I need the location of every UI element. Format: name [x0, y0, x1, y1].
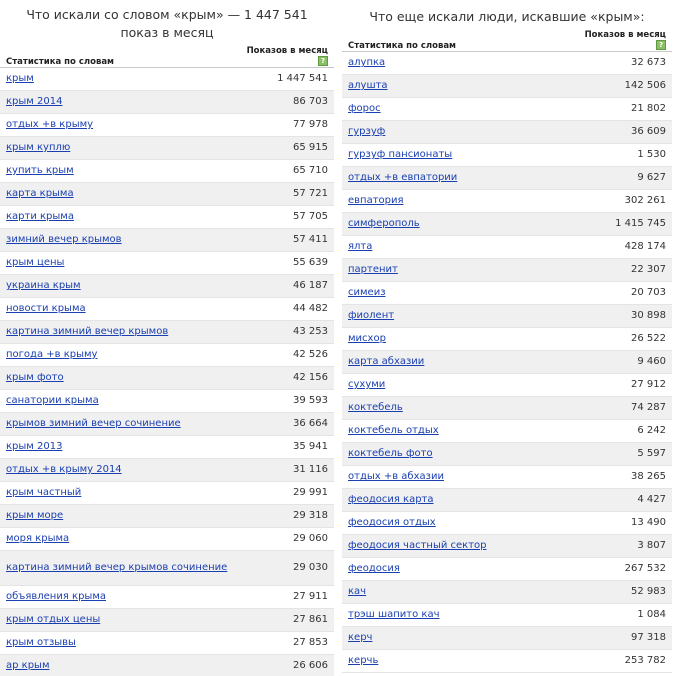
keyword-cell — [342, 189, 573, 212]
impressions-count: 52 983 — [573, 580, 672, 603]
keyword-link[interactable]: санатории крыма — [6, 395, 99, 406]
table-row — [0, 654, 334, 676]
keyword-link[interactable]: моря крыма — [6, 533, 70, 544]
table-row — [0, 228, 334, 251]
keyword-cell — [342, 603, 573, 626]
keyword-cell — [0, 435, 240, 458]
keyword-link[interactable]: ялта — [348, 241, 373, 252]
keyword-link[interactable]: кач — [348, 586, 367, 597]
keyword-cell — [342, 212, 573, 235]
impressions-count: 32 673 — [573, 51, 672, 74]
keyword-link[interactable]: феодосия карта — [348, 494, 434, 505]
keyword-link[interactable]: картина зимний вечер крымов сочинение — [6, 562, 228, 573]
table-row — [0, 205, 334, 228]
keyword-cell — [0, 90, 240, 113]
keyword-link[interactable]: евпатория — [348, 195, 404, 206]
table-row — [0, 435, 334, 458]
impressions-count: 29 060 — [240, 527, 334, 550]
keyword-cell — [342, 511, 573, 534]
table-row — [0, 182, 334, 205]
keyword-cell — [0, 205, 240, 228]
left-stats-table — [0, 46, 334, 676]
keyword-link[interactable]: карта крыма — [6, 188, 74, 199]
impressions-count: 36 609 — [573, 120, 672, 143]
impressions-count: 42 156 — [240, 366, 334, 389]
impressions-count: 77 978 — [240, 113, 334, 136]
keyword-cell — [0, 631, 240, 654]
table-row — [342, 212, 672, 235]
impressions-count: 4 427 — [573, 488, 672, 511]
keyword-cell — [342, 488, 573, 511]
keyword-link[interactable]: картина зимний вечер крымов — [6, 326, 169, 337]
keyword-link[interactable]: крым куплю — [6, 142, 71, 153]
keyword-cell — [0, 481, 240, 504]
keyword-cell — [342, 373, 573, 396]
table-row — [342, 511, 672, 534]
impressions-count: 86 703 — [240, 90, 334, 113]
table-row — [0, 297, 334, 320]
table-row — [0, 504, 334, 527]
keyword-cell — [342, 465, 573, 488]
keyword-cell — [0, 608, 240, 631]
table-row — [342, 143, 672, 166]
keyword-cell — [0, 527, 240, 550]
keyword-link[interactable]: крым цены — [6, 257, 65, 268]
keyword-cell — [342, 143, 573, 166]
keyword-cell — [0, 412, 240, 435]
keyword-cell — [342, 580, 573, 603]
impressions-count: 30 898 — [573, 304, 672, 327]
impressions-count: 29 991 — [240, 481, 334, 504]
keyword-link[interactable]: сухуми — [348, 379, 386, 390]
table-row — [0, 458, 334, 481]
table-row — [0, 585, 334, 608]
impressions-count: 13 490 — [573, 511, 672, 534]
keyword-link[interactable]: коктебель фото — [348, 448, 433, 459]
impressions-count: 26 522 — [573, 327, 672, 350]
keyword-cell — [0, 550, 240, 585]
keyword-link[interactable]: объявления крыма — [6, 591, 106, 602]
keyword-link[interactable]: мисхор — [348, 333, 386, 344]
impressions-count: 27 911 — [240, 585, 334, 608]
right-panel-title: Что еще искали люди, искавшие «крым»: — [369, 9, 645, 24]
impressions-count: 36 664 — [240, 412, 334, 435]
keyword-link[interactable]: керч — [348, 632, 373, 643]
keyword-cell — [0, 389, 240, 412]
table-row — [342, 350, 672, 373]
table-row — [0, 67, 334, 90]
impressions-count: 31 116 — [240, 458, 334, 481]
keyword-cell — [0, 297, 240, 320]
right-table-header — [342, 30, 672, 51]
impressions-count: 22 307 — [573, 258, 672, 281]
impressions-count: 1 447 541 — [240, 67, 334, 90]
impressions-count: 6 242 — [573, 419, 672, 442]
impressions-count: 3 807 — [573, 534, 672, 557]
keyword-link[interactable]: алупка — [348, 57, 386, 68]
table-row — [342, 97, 672, 120]
keyword-link[interactable]: крым отдых цены — [6, 614, 101, 625]
table-row — [342, 327, 672, 350]
impressions-count: 267 532 — [573, 557, 672, 580]
keyword-link[interactable]: крым отзывы — [6, 637, 76, 648]
keyword-link[interactable]: отдых +в евпатории — [348, 172, 458, 183]
impressions-count: 29 318 — [240, 504, 334, 527]
table-row — [0, 631, 334, 654]
impressions-count: 57 705 — [240, 205, 334, 228]
keyword-cell — [0, 251, 240, 274]
keyword-cell — [342, 557, 573, 580]
keyword-link[interactable]: феодосия — [348, 563, 400, 574]
keyword-cell — [0, 228, 240, 251]
impressions-count: 44 482 — [240, 297, 334, 320]
impressions-count: 253 782 — [573, 649, 672, 672]
impressions-count: 1 530 — [573, 143, 672, 166]
left-table-header — [0, 46, 334, 67]
impressions-count: 35 941 — [240, 435, 334, 458]
keyword-link[interactable]: крым — [6, 73, 34, 84]
keyword-cell — [0, 654, 240, 676]
right-stats-table — [342, 30, 672, 673]
table-row — [342, 74, 672, 97]
table-row — [342, 465, 672, 488]
table-row — [342, 304, 672, 327]
keyword-cell — [0, 136, 240, 159]
keyword-cell — [0, 366, 240, 389]
keyword-link[interactable]: фиолент — [348, 310, 395, 321]
table-row — [342, 373, 672, 396]
table-row — [342, 120, 672, 143]
right-col-keyword-header: Статистика по словам — [342, 30, 573, 51]
impressions-count: 9 627 — [573, 166, 672, 189]
impressions-count: 1 415 745 — [573, 212, 672, 235]
table-row — [342, 51, 672, 74]
keyword-link[interactable]: новости крыма — [6, 303, 86, 314]
table-row — [0, 90, 334, 113]
impressions-count: 27 912 — [573, 373, 672, 396]
impressions-count: 26 606 — [240, 654, 334, 676]
table-row — [0, 274, 334, 297]
table-row — [342, 580, 672, 603]
keyword-cell — [0, 159, 240, 182]
keyword-cell — [0, 113, 240, 136]
keyword-link[interactable]: карти крыма — [6, 211, 74, 222]
left-stats-panel — [0, 0, 334, 676]
keyword-link[interactable]: погода +в крыму — [6, 349, 98, 360]
table-row — [0, 136, 334, 159]
impressions-count: 38 265 — [573, 465, 672, 488]
keyword-link[interactable]: отдых +в абхазии — [348, 471, 444, 482]
table-row — [0, 251, 334, 274]
keyword-link[interactable]: партенит — [348, 264, 398, 275]
impressions-count: 142 506 — [573, 74, 672, 97]
keyword-cell — [342, 304, 573, 327]
keyword-link[interactable]: украина крым — [6, 280, 81, 291]
keyword-cell — [342, 166, 573, 189]
keyword-link[interactable]: карта абхазии — [348, 356, 425, 367]
keyword-cell — [342, 626, 573, 649]
table-row — [342, 235, 672, 258]
keyword-link[interactable]: отдых +в крыму — [6, 119, 94, 130]
keyword-cell — [342, 396, 573, 419]
impressions-count: 65 710 — [240, 159, 334, 182]
impressions-count: 21 802 — [573, 97, 672, 120]
table-row — [342, 442, 672, 465]
keyword-link[interactable]: крым 2013 — [6, 441, 63, 452]
keyword-link[interactable]: коктебель отдых — [348, 425, 439, 436]
table-row — [342, 603, 672, 626]
table-row — [0, 389, 334, 412]
impressions-count: 20 703 — [573, 281, 672, 304]
keyword-cell — [342, 235, 573, 258]
impressions-count: 1 084 — [573, 603, 672, 626]
table-row — [0, 320, 334, 343]
keyword-link[interactable]: зимний вечер крымов — [6, 234, 122, 245]
keyword-link[interactable]: алушта — [348, 80, 388, 91]
impressions-count: 46 187 — [240, 274, 334, 297]
impressions-count: 27 853 — [240, 631, 334, 654]
keyword-cell — [342, 120, 573, 143]
keyword-cell — [0, 67, 240, 90]
keyword-cell — [342, 258, 573, 281]
table-row — [0, 550, 334, 585]
help-icon[interactable]: ? — [656, 40, 666, 50]
impressions-count: 27 861 — [240, 608, 334, 631]
keyword-link[interactable]: крым частный — [6, 487, 82, 498]
impressions-count: 74 287 — [573, 396, 672, 419]
left-col-count-header: Показов в месяц? — [240, 46, 334, 67]
table-row — [342, 649, 672, 672]
keyword-cell — [342, 51, 573, 74]
table-row — [342, 419, 672, 442]
keyword-cell — [0, 585, 240, 608]
table-row — [342, 396, 672, 419]
keyword-link[interactable]: крымов зимний вечер сочинение — [6, 418, 181, 429]
left-col-keyword-header: Статистика по словам — [0, 46, 240, 67]
keyword-cell — [342, 534, 573, 557]
table-row — [342, 534, 672, 557]
keyword-link[interactable]: отдых +в крыму 2014 — [6, 464, 122, 475]
table-row — [342, 626, 672, 649]
help-icon[interactable]: ? — [318, 56, 328, 66]
keyword-cell — [342, 281, 573, 304]
keyword-link[interactable]: керчь — [348, 655, 379, 666]
keyword-link[interactable]: ар крым — [6, 660, 50, 671]
keyword-cell — [342, 649, 573, 672]
impressions-count: 43 253 — [240, 320, 334, 343]
keyword-cell — [342, 74, 573, 97]
left-panel-title: Что искали со словом «крым» — 1 447 541 показ в месяц — [26, 7, 308, 40]
table-row — [0, 113, 334, 136]
table-row — [342, 166, 672, 189]
impressions-count: 65 915 — [240, 136, 334, 159]
impressions-count: 428 174 — [573, 235, 672, 258]
impressions-count: 39 593 — [240, 389, 334, 412]
keyword-cell — [0, 182, 240, 205]
keyword-link[interactable]: трэш шапито кач — [348, 609, 440, 620]
table-row — [342, 189, 672, 212]
right-col-count-header: Показов в месяц? — [573, 30, 672, 51]
impressions-count: 97 318 — [573, 626, 672, 649]
keyword-cell — [0, 343, 240, 366]
keyword-link[interactable]: купить крым — [6, 165, 74, 176]
keyword-link[interactable]: гурзуф — [348, 126, 386, 137]
impressions-count: 29 030 — [240, 550, 334, 585]
table-row — [0, 366, 334, 389]
keyword-link[interactable]: крым 2014 — [6, 96, 63, 107]
table-row — [342, 258, 672, 281]
impressions-count: 42 526 — [240, 343, 334, 366]
impressions-count: 57 721 — [240, 182, 334, 205]
right-stats-panel — [342, 0, 672, 676]
keyword-cell — [0, 320, 240, 343]
impressions-count: 302 261 — [573, 189, 672, 212]
table-row — [342, 488, 672, 511]
table-row — [0, 481, 334, 504]
table-row — [342, 281, 672, 304]
table-row — [0, 608, 334, 631]
table-row — [0, 527, 334, 550]
keyword-link[interactable]: форос — [348, 103, 381, 114]
keyword-link[interactable]: феодосия отдых — [348, 517, 436, 528]
table-row — [0, 412, 334, 435]
keyword-cell — [342, 97, 573, 120]
impressions-count: 57 411 — [240, 228, 334, 251]
keyword-link[interactable]: крым море — [6, 510, 64, 521]
keyword-link[interactable]: гурзуф пансионаты — [348, 149, 453, 160]
keyword-link[interactable]: симферополь — [348, 218, 420, 229]
table-row — [0, 343, 334, 366]
keyword-link[interactable]: коктебель — [348, 402, 403, 413]
keyword-link[interactable]: крым фото — [6, 372, 64, 383]
keyword-link[interactable]: феодосия частный сектор — [348, 540, 487, 551]
keyword-link[interactable]: симеиз — [348, 287, 386, 298]
keyword-cell — [0, 504, 240, 527]
keyword-cell — [342, 419, 573, 442]
keyword-cell — [0, 274, 240, 297]
impressions-count: 55 639 — [240, 251, 334, 274]
keyword-cell — [342, 442, 573, 465]
keyword-cell — [342, 350, 573, 373]
impressions-count: 5 597 — [573, 442, 672, 465]
table-row — [342, 557, 672, 580]
table-row — [0, 159, 334, 182]
keyword-cell — [0, 458, 240, 481]
impressions-count: 9 460 — [573, 350, 672, 373]
keyword-cell — [342, 327, 573, 350]
